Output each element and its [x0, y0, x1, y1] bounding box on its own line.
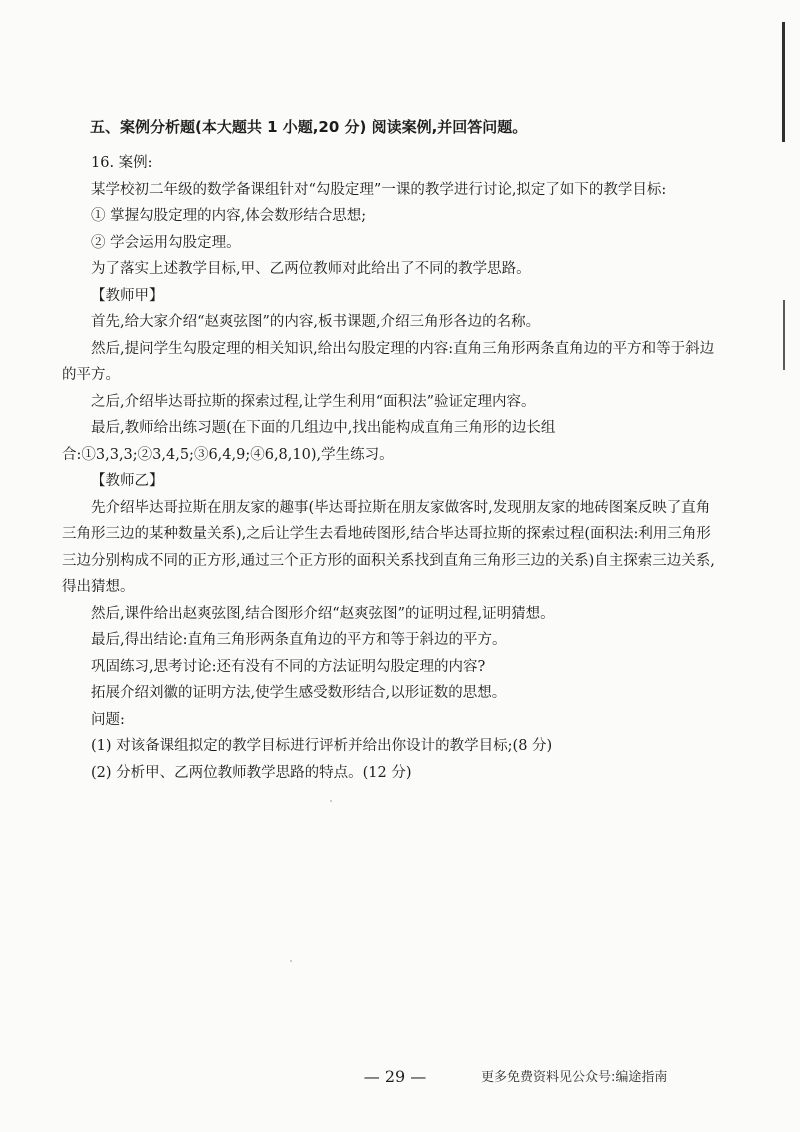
- intro-paragraph: 为了落实上述教学目标,甲、乙两位教师对此给出了不同的教学思路。: [91, 261, 531, 277]
- footer-note: 更多免费资料见公众号:编途指南: [481, 1070, 668, 1085]
- teacher-a-step: 然后,提问学生勾股定理的相关知识,给出勾股定理的内容:直角三角形两条直角边的平方和等于斜边的平方。: [62, 340, 715, 383]
- scan-edge-mark: [782, 22, 785, 142]
- teacher-b-step: 拓展介绍刘徽的证明方法,使学生感受数形结合,以形证数的思想。: [91, 685, 507, 701]
- section-title: 五、案例分析题(本大题共 1 小题,20 分) 阅读案例,并回答问题。: [90, 118, 528, 136]
- teacher-a-step: 首先,给大家介绍“赵爽弦图”的内容,板书课题,介绍三角形各边的名称。: [91, 314, 541, 330]
- teacher-b-step: 然后,课件给出赵爽弦图,结合图形介绍“赵爽弦图”的证明过程,证明猜想。: [91, 605, 555, 622]
- scan-speck: [290, 960, 292, 962]
- question-item: (1) 对该备课组拟定的教学目标进行评析并给出你设计的教学目标;(8 分): [91, 738, 553, 754]
- question-item: (2) 分析甲、乙两位教师教学思路的特点。(12 分): [91, 764, 412, 781]
- teacher-b-step: 巩固练习,思考讨论:还有没有不同的方法证明勾股定理的内容?: [91, 658, 486, 675]
- objective-item: ① 掌握勾股定理的内容,体会数形结合思想;: [91, 208, 367, 224]
- teacher-a-heading: 【教师甲】: [91, 287, 164, 304]
- question-label: 16. 案例:: [91, 155, 153, 171]
- scan-speck: [330, 800, 332, 802]
- teacher-b-heading: 【教师乙】: [91, 473, 164, 489]
- teacher-b-step: 先介绍毕达哥拉斯在朋友家的趣事(毕达哥拉斯在朋友家做客时,发现朋友家的地砖图案反映了直角三角形三边的某种数量关系),之后让学生去看地砖图形,结合毕达哥拉斯的探索过程(面积法:利用三角形三边分别构成不同的正方形,通过三个正方形的面积关系找到直角三角形三边的关系)自主探索三边关系,得出猜想。: [62, 499, 715, 595]
- questions-label: 问题:: [91, 711, 125, 728]
- teacher-a-step: 之后,介绍毕达哥拉斯的探索过程,让学生利用“面积法”验证定理内容。: [91, 393, 536, 410]
- intro-paragraph: 某学校初二年级的数学备课组针对“勾股定理”一课的教学进行讨论,拟定了如下的教学目标:: [91, 181, 667, 198]
- teacher-a-step: 最后,教师给出练习题(在下面的几组边中,找出能构成直角三角形的边长组合:①3,3,3;②3,4,5;③6,4,9;④6,8,10),学生练习。: [62, 420, 556, 463]
- page-number: — 29 —: [363, 1067, 427, 1086]
- objective-item: ② 学会运用勾股定理。: [91, 234, 241, 251]
- scan-edge-mark: [783, 300, 785, 370]
- case-content: [62, 150, 722, 786]
- teacher-b-step: 最后,得出结论:直角三角形两条直角边的平方和等于斜边的平方。: [91, 632, 507, 648]
